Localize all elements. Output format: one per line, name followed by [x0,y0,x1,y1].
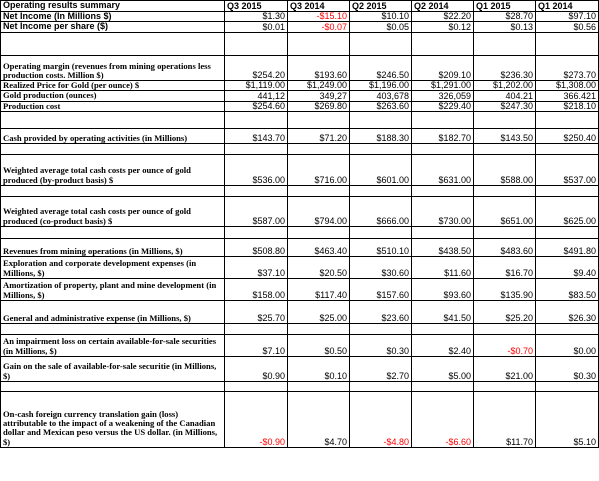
value-cell [350,144,412,155]
value-cell: $0.01 [225,22,288,33]
value-cell [536,227,599,239]
value-cell: $1,308.00 [536,81,599,91]
value-cell [474,186,536,197]
value-cell: -$15.10 [288,11,350,22]
row-label: Gold production (ounces) [1,91,225,101]
value-cell: $16.70 [474,257,536,279]
row-label: Net Income per share ($) [1,22,225,33]
value-cell: $83.50 [536,279,599,301]
value-cell: $0.56 [536,22,599,33]
value-cell: $143.70 [225,129,288,144]
column-header: Q3 2015 [225,1,288,12]
row-label: General and administrative expense (in Millions, $) [1,301,225,324]
value-cell [536,144,599,155]
column-header: Q1 2015 [474,1,536,12]
value-cell: $157.60 [350,279,412,301]
table-row [1,382,599,392]
value-cell: $250.40 [536,129,599,144]
value-cell: $588.00 [474,155,536,186]
value-cell [412,33,474,56]
row-label [1,324,225,335]
row-label: Cash provided by operating activities (in Millions) [1,129,225,144]
table-row [1,81,599,91]
column-header: Q3 2014 [288,1,350,12]
row-label: Exploration and corporate development expenses (in Millions, $) [1,257,225,279]
value-cell: 403,678 [350,91,412,101]
row-label [1,186,225,197]
value-cell: $25.70 [225,301,288,324]
value-cell: $794.00 [288,197,350,227]
value-cell: -$4.80 [350,392,412,448]
value-cell [536,186,599,197]
value-cell [474,382,536,392]
value-cell [225,227,288,239]
value-cell: $246.50 [350,56,412,81]
value-cell: $28.70 [474,11,536,22]
table-body [1,1,599,448]
column-header: Q2 2015 [350,1,412,12]
value-cell [288,324,350,335]
value-cell: $9.40 [536,257,599,279]
value-cell [412,186,474,197]
value-cell: $0.50 [288,335,350,357]
value-cell: $483.60 [474,239,536,257]
value-cell: 326,059 [412,91,474,101]
row-label: Gain on the sale of available-for-sale securitie (in Millions, $) [1,357,225,382]
value-cell [350,324,412,335]
value-cell: $666.00 [350,197,412,227]
value-cell: $587.00 [225,197,288,227]
value-cell: $1,196.00 [350,81,412,91]
row-label: Production cost [1,101,225,111]
row-label: Weighted average total cash costs per ounce of gold produced (by-product basis) $ [1,155,225,186]
value-cell: $26.30 [536,301,599,324]
value-cell: $263.60 [350,101,412,111]
value-cell: $41.50 [412,301,474,324]
value-cell: $97.10 [536,11,599,22]
value-cell: -$0.90 [225,392,288,448]
value-cell: $1,249.00 [288,81,350,91]
value-cell: $10.10 [350,11,412,22]
value-cell: $25.20 [474,301,536,324]
row-label: Amortization of property, plant and mine development (in Millions, $) [1,279,225,301]
row-label: Revenues from mining operations (in Millions, $) [1,239,225,257]
table-row [1,301,599,324]
value-cell [474,112,536,129]
value-cell: $247.30 [474,101,536,111]
value-cell: $20.50 [288,257,350,279]
value-cell: $730.00 [412,197,474,227]
value-cell [225,186,288,197]
value-cell: $631.00 [412,155,474,186]
value-cell: $218.10 [536,101,599,111]
value-cell: $1,202.00 [474,81,536,91]
value-cell: $5.00 [412,357,474,382]
table-row [1,335,599,357]
row-label [1,112,225,129]
value-cell: $21.00 [474,357,536,382]
column-header: Q2 2014 [412,1,474,12]
value-cell [225,324,288,335]
value-cell: -$0.70 [474,335,536,357]
table-row [1,357,599,382]
value-cell: $2.40 [412,335,474,357]
value-cell: $508.80 [225,239,288,257]
table-row [1,144,599,155]
value-cell: $510.10 [350,239,412,257]
value-cell: $30.60 [350,257,412,279]
row-label: Net Income (In Millions $) [1,11,225,22]
table-row [1,227,599,239]
value-cell [288,144,350,155]
value-cell: $269.80 [288,101,350,111]
value-cell: $438.50 [412,239,474,257]
value-cell: $0.90 [225,357,288,382]
value-cell: $537.00 [536,155,599,186]
value-cell [536,382,599,392]
row-label [1,144,225,155]
value-cell: $23.60 [350,301,412,324]
value-cell: $7.10 [225,335,288,357]
value-cell: $135.90 [474,279,536,301]
value-cell: $93.60 [412,279,474,301]
row-label [1,382,225,392]
table-row [1,56,599,81]
value-cell: $37.10 [225,257,288,279]
value-cell: $536.00 [225,155,288,186]
value-cell: $1,119.00 [225,81,288,91]
value-cell [288,112,350,129]
value-cell [412,382,474,392]
row-label [1,227,225,239]
value-cell: $4.70 [288,392,350,448]
value-cell: $0.30 [350,335,412,357]
value-cell [225,112,288,129]
table-row [1,392,599,448]
value-cell [288,186,350,197]
table-row [1,101,599,111]
table-row [1,324,599,335]
value-cell [350,382,412,392]
value-cell: -$0.07 [288,22,350,33]
value-cell: $0.00 [536,335,599,357]
value-cell: $625.00 [536,197,599,227]
value-cell [412,324,474,335]
table-row [1,91,599,101]
table-row [1,129,599,144]
value-cell [350,33,412,56]
value-cell [225,144,288,155]
value-cell: $254.20 [225,56,288,81]
value-cell: $236.30 [474,56,536,81]
row-label: Weighted average total cash costs per ounce of gold produced (co-product basis) $ [1,197,225,227]
value-cell: $5.10 [536,392,599,448]
value-cell [350,227,412,239]
value-cell: $71.20 [288,129,350,144]
table-title: Operating results summary [1,1,225,12]
value-cell [225,382,288,392]
table-row [1,257,599,279]
value-cell: $22.20 [412,11,474,22]
value-cell: $11.60 [412,257,474,279]
value-cell: $158.00 [225,279,288,301]
column-header: Q1 2014 [536,1,599,12]
value-cell: $25.00 [288,301,350,324]
value-cell [536,112,599,129]
table-row [1,197,599,227]
value-cell: $182.70 [412,129,474,144]
row-label: Operating margin (revenues from mining operations less production costs. Million $) [1,56,225,81]
value-cell: $254.60 [225,101,288,111]
value-cell [288,33,350,56]
value-cell [474,227,536,239]
value-cell: $0.30 [536,357,599,382]
table-row [1,112,599,129]
value-cell: $2.70 [350,357,412,382]
value-cell [474,144,536,155]
value-cell [288,227,350,239]
value-cell [350,186,412,197]
value-cell [412,112,474,129]
value-cell: $491.80 [536,239,599,257]
value-cell: 366.421 [536,91,599,101]
table-row [1,33,599,56]
value-cell [536,324,599,335]
value-cell: -$6.60 [412,392,474,448]
value-cell: $1,291.00 [412,81,474,91]
value-cell: $143.50 [474,129,536,144]
value-cell [288,382,350,392]
row-label: On-cash foreign currency translation gain (loss) attributable to the impact of a weakening of the Canadian dollar and Mexican peso versus the US dollar. (in Millions, $) [1,392,225,448]
value-cell: $193.60 [288,56,350,81]
value-cell [474,324,536,335]
table-row [1,239,599,257]
value-cell: $0.10 [288,357,350,382]
row-label [1,33,225,56]
table-row [1,186,599,197]
value-cell [412,144,474,155]
value-cell: $209.10 [412,56,474,81]
row-label: Realized Price for Gold (per ounce) $ [1,81,225,91]
value-cell [536,33,599,56]
table-row [1,155,599,186]
value-cell: $0.12 [412,22,474,33]
value-cell: $117.40 [288,279,350,301]
value-cell: $0.05 [350,22,412,33]
value-cell: $11.70 [474,392,536,448]
value-cell: $273.70 [536,56,599,81]
value-cell: 349,27 [288,91,350,101]
value-cell: 404.21 [474,91,536,101]
value-cell: $0.13 [474,22,536,33]
value-cell [474,33,536,56]
value-cell [350,112,412,129]
value-cell: $463.40 [288,239,350,257]
header-row [1,1,599,12]
table-row [1,279,599,301]
value-cell: $188.30 [350,129,412,144]
table-row [1,22,599,33]
value-cell: $651.00 [474,197,536,227]
value-cell [412,227,474,239]
value-cell: $601.00 [350,155,412,186]
value-cell [225,33,288,56]
row-label: An impairment loss on certain available-for-sale securities (in Millions, $) [1,335,225,357]
table-row [1,11,599,22]
value-cell: 441,12 [225,91,288,101]
value-cell: $229.40 [412,101,474,111]
value-cell: $1.30 [225,11,288,22]
value-cell: $716.00 [288,155,350,186]
